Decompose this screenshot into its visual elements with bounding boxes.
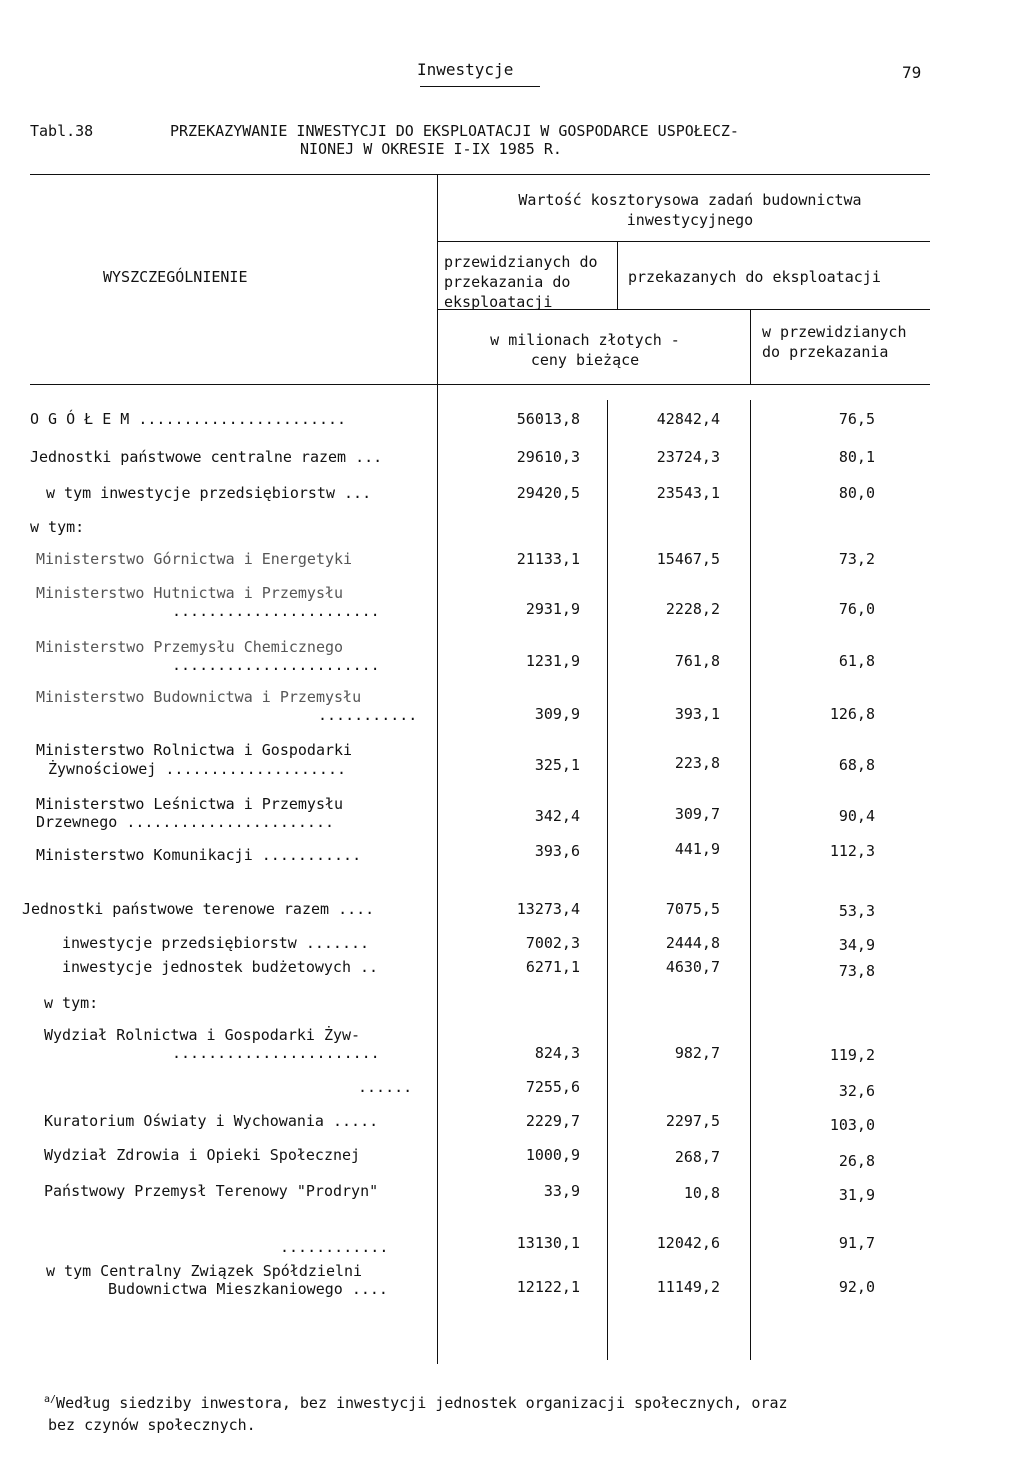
cell-value: 1231,9 — [525, 652, 580, 670]
col3-divider — [750, 309, 751, 384]
row-label: Jednostki państwowe centralne razem ... — [30, 448, 383, 466]
cell-value: 68,8 — [838, 756, 875, 774]
row-label: Ministerstwo Hutnictwa i Przemysłu — [36, 584, 344, 602]
cell-value: 7255,6 — [525, 1078, 580, 1096]
row-label: w tym: — [44, 994, 99, 1012]
row-label: Państwowy Przemysł Terenowy "Prodryn" — [44, 1182, 379, 1200]
cell-value: 393,1 — [674, 705, 720, 723]
cell-value: 2229,7 — [525, 1112, 580, 1130]
row-label: Ministerstwo Budownictwa i Przemysłu — [36, 688, 362, 706]
cell-value: 2931,9 — [525, 600, 580, 618]
col1-header: przewidzianych do przekazania do eksploatacji — [444, 253, 598, 311]
table-title-line2: NIONEJ W OKRESIE I-IX 1985 R. — [300, 140, 562, 158]
row-label: Ministerstwo Rolnictwa i Gospodarki — [36, 741, 353, 759]
cell-value: 90,4 — [838, 807, 875, 825]
cell-value: 21133,1 — [516, 550, 580, 568]
cell-value: 7002,3 — [525, 934, 580, 952]
header-rule-2 — [437, 241, 930, 242]
cell-value: 2444,8 — [665, 934, 720, 952]
row-label: w tym inwestycje przedsiębiorstw ... — [46, 484, 372, 502]
cell-value: 2228,2 — [665, 600, 720, 618]
cell-value: 29610,3 — [516, 448, 580, 466]
cell-value: 23543,1 — [656, 484, 720, 502]
cell-value: 32,6 — [838, 1082, 875, 1100]
row-label: w tym Centralny Związek Spółdzielni — [46, 1262, 363, 1280]
col23-header: przekazanych do eksploatacji — [628, 268, 881, 286]
cell-value: 2297,5 — [665, 1112, 720, 1130]
cell-value: 73,2 — [838, 550, 875, 568]
col3-header: w przewidzianych do przekazania — [762, 323, 907, 361]
row-label: inwestycje przedsiębiorstw ....... — [62, 934, 370, 952]
cell-value: 76,5 — [838, 410, 875, 428]
footnote-line2: bez czynów społecznych. — [48, 1416, 256, 1434]
cell-value: 23724,3 — [656, 448, 720, 466]
cell-value: 325,1 — [534, 756, 580, 774]
row-label-continued: Żywnościowej .................... — [48, 760, 347, 778]
cell-value: 53,3 — [838, 902, 875, 920]
stub-header: WYSZCZEGÓLNIENIE — [103, 268, 248, 286]
cell-value: 309,7 — [674, 805, 720, 823]
table-title-line1: PRZEKAZYWANIE INWESTYCJI DO EKSPLOATACJI W GOSPODARCE USPOŁECZ- — [170, 122, 739, 140]
cell-value: 31,9 — [838, 1186, 875, 1204]
cell-value: 80,1 — [838, 448, 875, 466]
row-dots: ............ — [280, 1238, 389, 1256]
row-label: Wydział Rolnictwa i Gospodarki Żyw- — [44, 1026, 361, 1044]
cell-value: 268,7 — [674, 1148, 720, 1166]
cell-value: 92,0 — [838, 1278, 875, 1296]
cell-value: 61,8 — [838, 652, 875, 670]
cell-value: 309,9 — [534, 705, 580, 723]
cell-value: 441,9 — [674, 840, 720, 858]
cell-value: 13130,1 — [516, 1234, 580, 1252]
cell-value: 11149,2 — [656, 1278, 720, 1296]
cell-value: 56013,8 — [516, 410, 580, 428]
cell-value: 4630,7 — [665, 958, 720, 976]
row-dots: ...... — [358, 1078, 413, 1096]
cell-value: 119,2 — [829, 1046, 875, 1064]
row-dots: ....................... — [172, 1044, 380, 1062]
row-label: Ministerstwo Przemysłu Chemicznego — [36, 638, 344, 656]
cell-value: 761,8 — [674, 652, 720, 670]
cell-value: 33,9 — [543, 1182, 580, 1200]
body-divider-stub — [437, 384, 438, 1364]
cell-value: 29420,5 — [516, 484, 580, 502]
row-label: Kuratorium Oświaty i Wychowania ..... — [44, 1112, 379, 1130]
row-label: Ministerstwo Komunikacji ........... — [36, 846, 362, 864]
cell-value: 12042,6 — [656, 1234, 720, 1252]
footnote-line1: $^{a/}$Według siedziby inwestora, bez inwestycji jednostek organizacji społecznych, oraz — [44, 1394, 788, 1412]
row-dots: ....................... — [172, 602, 380, 620]
cell-value: 393,6 — [534, 842, 580, 860]
row-dots: ....................... — [172, 656, 380, 674]
cell-value: 126,8 — [829, 705, 875, 723]
header-rule — [420, 86, 540, 87]
row-label: inwestycje jednostek budżetowych .. — [62, 958, 379, 976]
page-number: 79 — [902, 63, 922, 82]
running-title: Inwestycje — [417, 60, 514, 79]
units-header: w milionach złotych - ceny bieżące — [490, 331, 680, 369]
body-divider-2 — [750, 400, 751, 1360]
cell-value: 112,3 — [829, 842, 875, 860]
cell-value: 10,8 — [683, 1184, 720, 1202]
cell-value: 982,7 — [674, 1044, 720, 1062]
row-label-continued: Budownictwa Mieszkaniowego .... — [108, 1280, 388, 1298]
header-bottom-rule — [30, 384, 930, 385]
row-label-continued: Drzewnego ....................... — [36, 813, 335, 831]
cell-value: 824,3 — [534, 1044, 580, 1062]
body-divider-1 — [607, 400, 608, 1360]
cell-value: 342,4 — [534, 807, 580, 825]
cell-value: 73,8 — [838, 962, 875, 980]
cell-value: 42842,4 — [656, 410, 720, 428]
cell-value: 15467,5 — [656, 550, 720, 568]
cell-value: 6271,1 — [525, 958, 580, 976]
cell-value: 91,7 — [838, 1234, 875, 1252]
row-label: w tym: — [30, 518, 85, 536]
row-label: Ministerstwo Leśnictwa i Przemysłu — [36, 795, 344, 813]
row-dots: ........... — [318, 706, 418, 724]
col1-divider — [617, 241, 618, 309]
row-label: O G Ó Ł E M ....................... — [30, 410, 347, 428]
main-header: Wartość kosztorysowa zadań budownictwa inwestycyjnego — [518, 191, 862, 229]
cell-value: 76,0 — [838, 600, 875, 618]
cell-value: 80,0 — [838, 484, 875, 502]
row-label: Wydział Zdrowia i Opieki Społecznej — [44, 1146, 361, 1164]
cell-value: 34,9 — [838, 936, 875, 954]
cell-value: 223,8 — [674, 754, 720, 772]
row-label: Ministerstwo Górnictwa i Energetyki — [36, 550, 353, 568]
cell-value: 1000,9 — [525, 1146, 580, 1164]
row-label: Jednostki państwowe terenowe razem .... — [22, 900, 375, 918]
table-top-rule — [30, 174, 930, 175]
cell-value: 26,8 — [838, 1152, 875, 1170]
cell-value: 103,0 — [829, 1116, 875, 1134]
table-number: Tabl.38 — [30, 122, 94, 140]
cell-value: 13273,4 — [516, 900, 580, 918]
cell-value: 7075,5 — [665, 900, 720, 918]
cell-value: 12122,1 — [516, 1278, 580, 1296]
